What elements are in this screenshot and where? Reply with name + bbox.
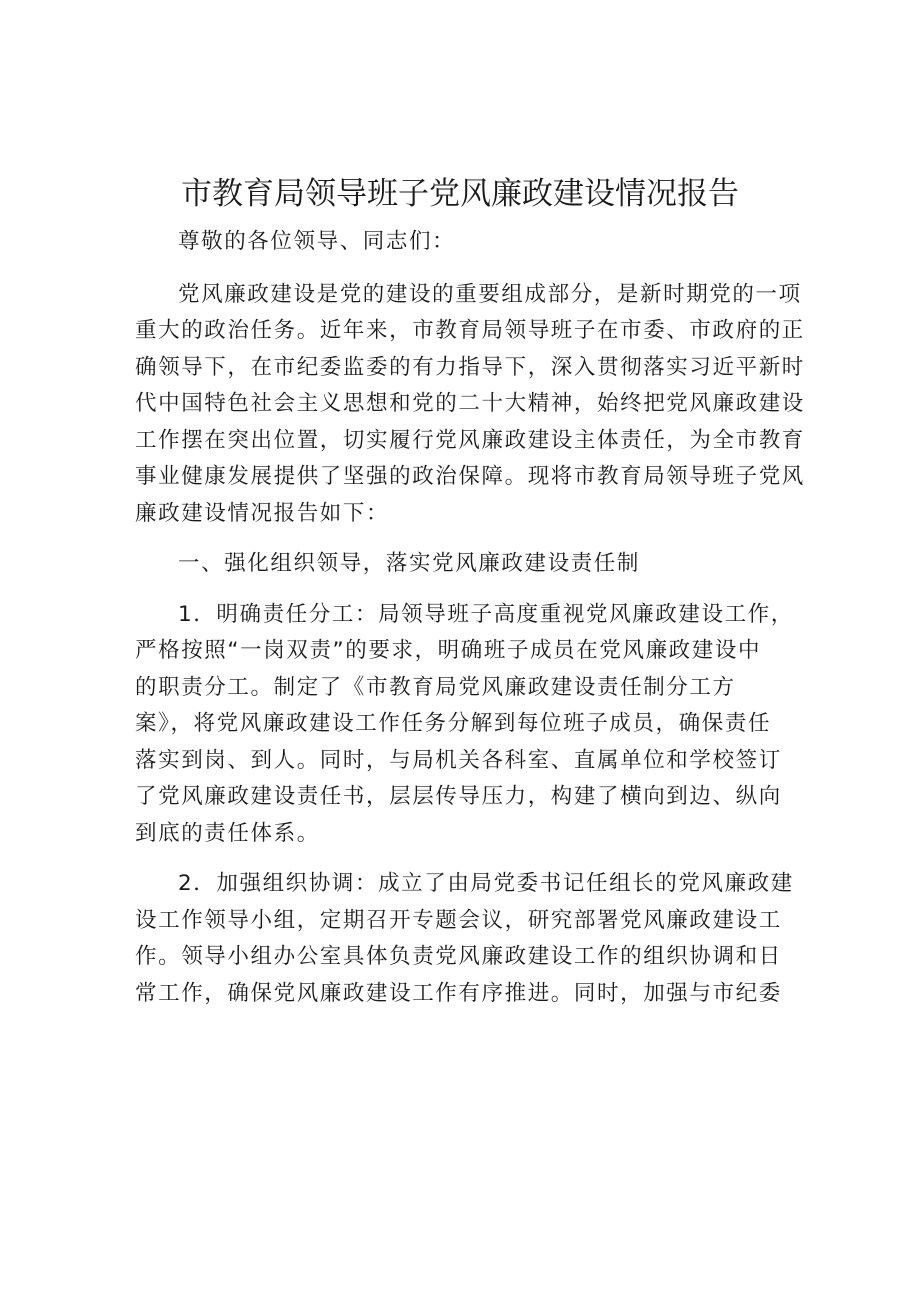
paragraph-line: 确领导下，在市纪委监委的有力指导下，深入贯彻落实习近平新时 (135, 354, 805, 380)
paragraph-line: 1．明确责任分工：局领导班子高度重视党风廉政建设工作， (178, 601, 794, 627)
paragraph-item-2 (135, 866, 795, 1012)
paragraph-line: 代中国特色社会主义思想和党的二十大精神，始终把党风廉政建设 (135, 391, 805, 416)
paragraph-line: 常工作，确保党风廉政建设工作有序推进。同时，加强与市纪委 (135, 980, 782, 1006)
paragraph-line: 设工作领导小组，定期召开专题会议，研究部署党风廉政建设工 (135, 907, 782, 933)
paragraph-line: 2．加强组织协调：成立了由局党委书记任组长的党风廉政建 (178, 871, 794, 896)
paragraph-item-1 (135, 597, 795, 853)
paragraph-line: 了党风廉政建设责任书，层层传导压力，构建了横向到边、纵向 (135, 784, 782, 809)
salutation (135, 224, 795, 261)
paragraph-line: 党风廉政建设是党的建设的重要组成部分，是新时期党的一项 (178, 281, 802, 307)
section-heading-text: 一、强化组织领导，落实党风廉政建设责任制 (178, 551, 641, 576)
paragraph-line: 事业健康发展提供了坚强的政治保障。现将市教育局领导班子党风 (135, 464, 805, 489)
paragraph-line: 严格按照“一岗双责”的要求，明确班子成员在党风廉政建设中 (135, 638, 762, 663)
paragraph-line: 的职责分工。制定了《市教育局党风廉政建设责任制分工方 (135, 674, 736, 700)
document-body (135, 224, 805, 1012)
paragraph-line: 到底的责任体系。 (135, 820, 320, 846)
section-heading (135, 546, 795, 583)
document-title: 市教育局领导班子党风廉政建设情况报告 (181, 176, 739, 212)
paragraph-line: 廉政建设情况报告如下： (135, 500, 390, 526)
paragraph-line: 案》，将党风廉政建设工作任务分解到每位班子成员，确保责任 (135, 711, 772, 736)
paragraph-intro (135, 277, 805, 533)
paragraph-line: 落实到岗、到人。同时，与局机关各科室、直属单位和学校签订 (135, 747, 782, 773)
paragraph-line: 作。领导小组办公室具体负责党风廉政建设工作的组织协调和日 (135, 944, 782, 969)
paragraph-line: 工作摆在突出位置，切实履行党风廉政建设主体责任，为全市教育 (135, 427, 805, 453)
salutation-text: 尊敬的各位领导、同志们： (178, 229, 456, 254)
paragraph-line: 重大的政治任务。近年来，市教育局领导班子在市委、市政府的正 (135, 318, 805, 343)
